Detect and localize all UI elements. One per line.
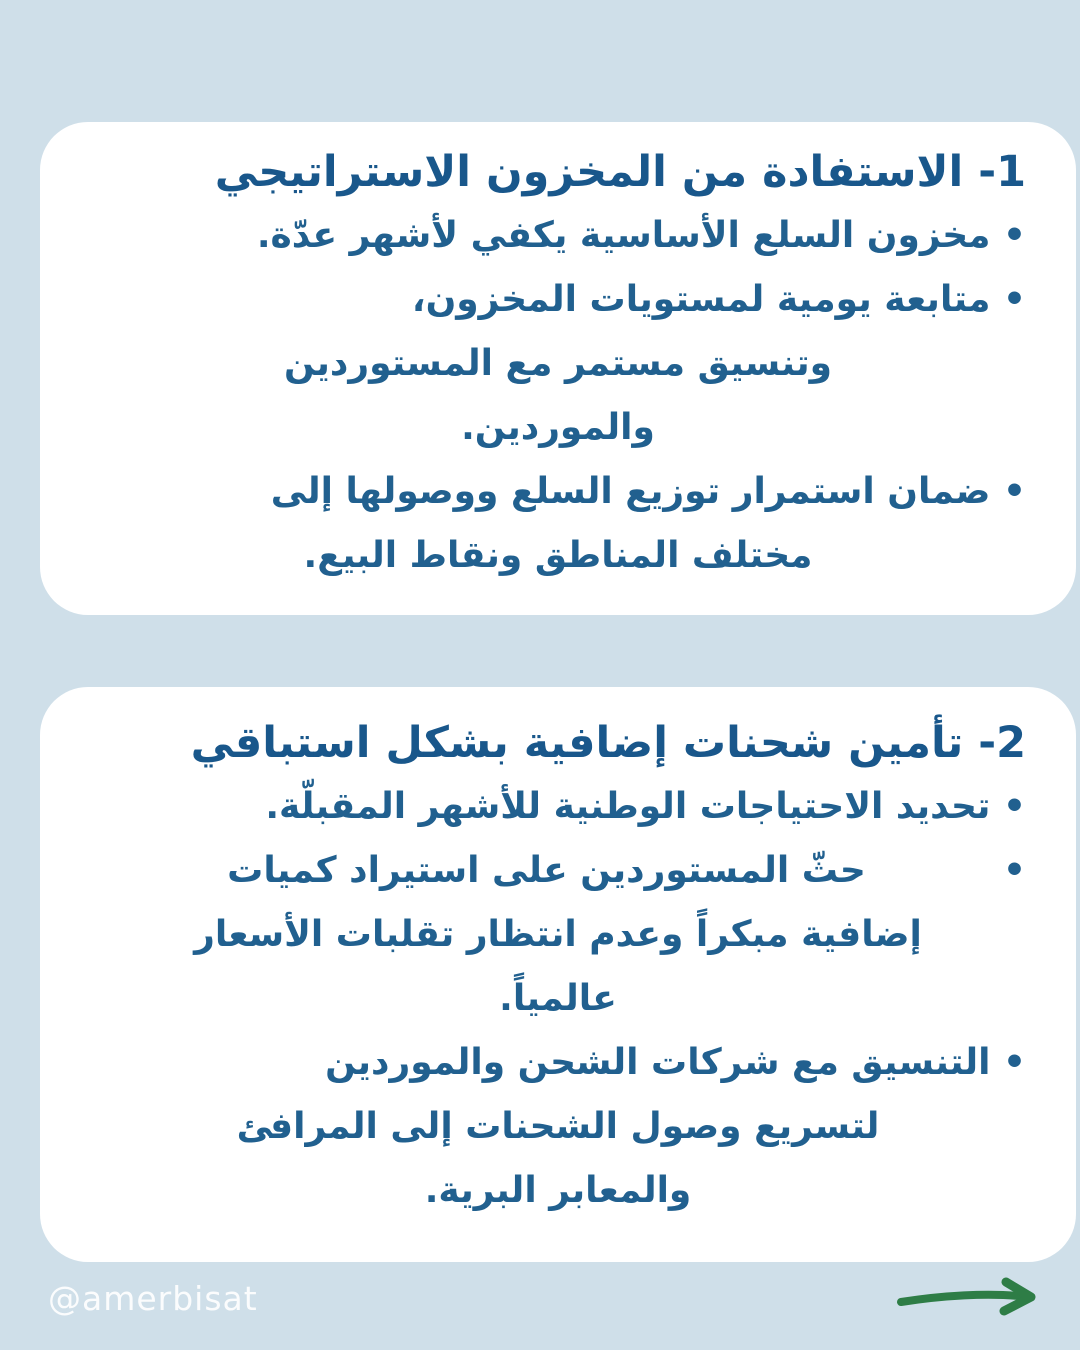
watermark-handle: @amerbisat <box>48 1279 258 1318</box>
text-line: والموردين. <box>461 407 655 448</box>
card-1 <box>40 122 1076 615</box>
right-arrow-icon <box>894 1274 1044 1320</box>
card-title: 2- تأمين شحنات إضافية بشكل استباقي <box>190 718 1026 768</box>
text-line: والمعابر البرية. <box>424 1170 692 1211</box>
text-line <box>90 839 1026 903</box>
text-line: إضافية مبكراً وعدم انتظار تقلبات الأسعار <box>194 914 922 955</box>
text-line: مختلف المناطق ونقاط البيع. <box>303 535 813 576</box>
text-line: • التنسيق مع شركات الشحن والموردين <box>325 1042 1026 1083</box>
card-2 <box>40 687 1076 1262</box>
text-line: • تحديد الاحتياجات الوطنية للأشهر المقبلّة. <box>265 786 1026 827</box>
text-line: • ضمان استمرار توزيع السلع ووصولها إلى <box>270 471 1026 512</box>
text-line: وتنسيق مستمر مع المستوردين <box>284 343 832 384</box>
card-title: 1- الاستفادة من المخزون الاستراتيجي <box>214 147 1026 197</box>
text-line-content: حثّ المستوردين على استيراد كميات <box>227 850 866 891</box>
text-line: لتسريع وصول الشحنات إلى المرافئ <box>236 1106 880 1147</box>
bullet-dot: • <box>1002 850 1026 891</box>
text-line: عالمياً. <box>499 978 617 1019</box>
text-line: • متابعة يومية لمستويات المخزون، <box>411 279 1026 320</box>
text-line: • مخزون السلع الأساسية يكفي لأشهر عدّة. <box>256 215 1026 256</box>
